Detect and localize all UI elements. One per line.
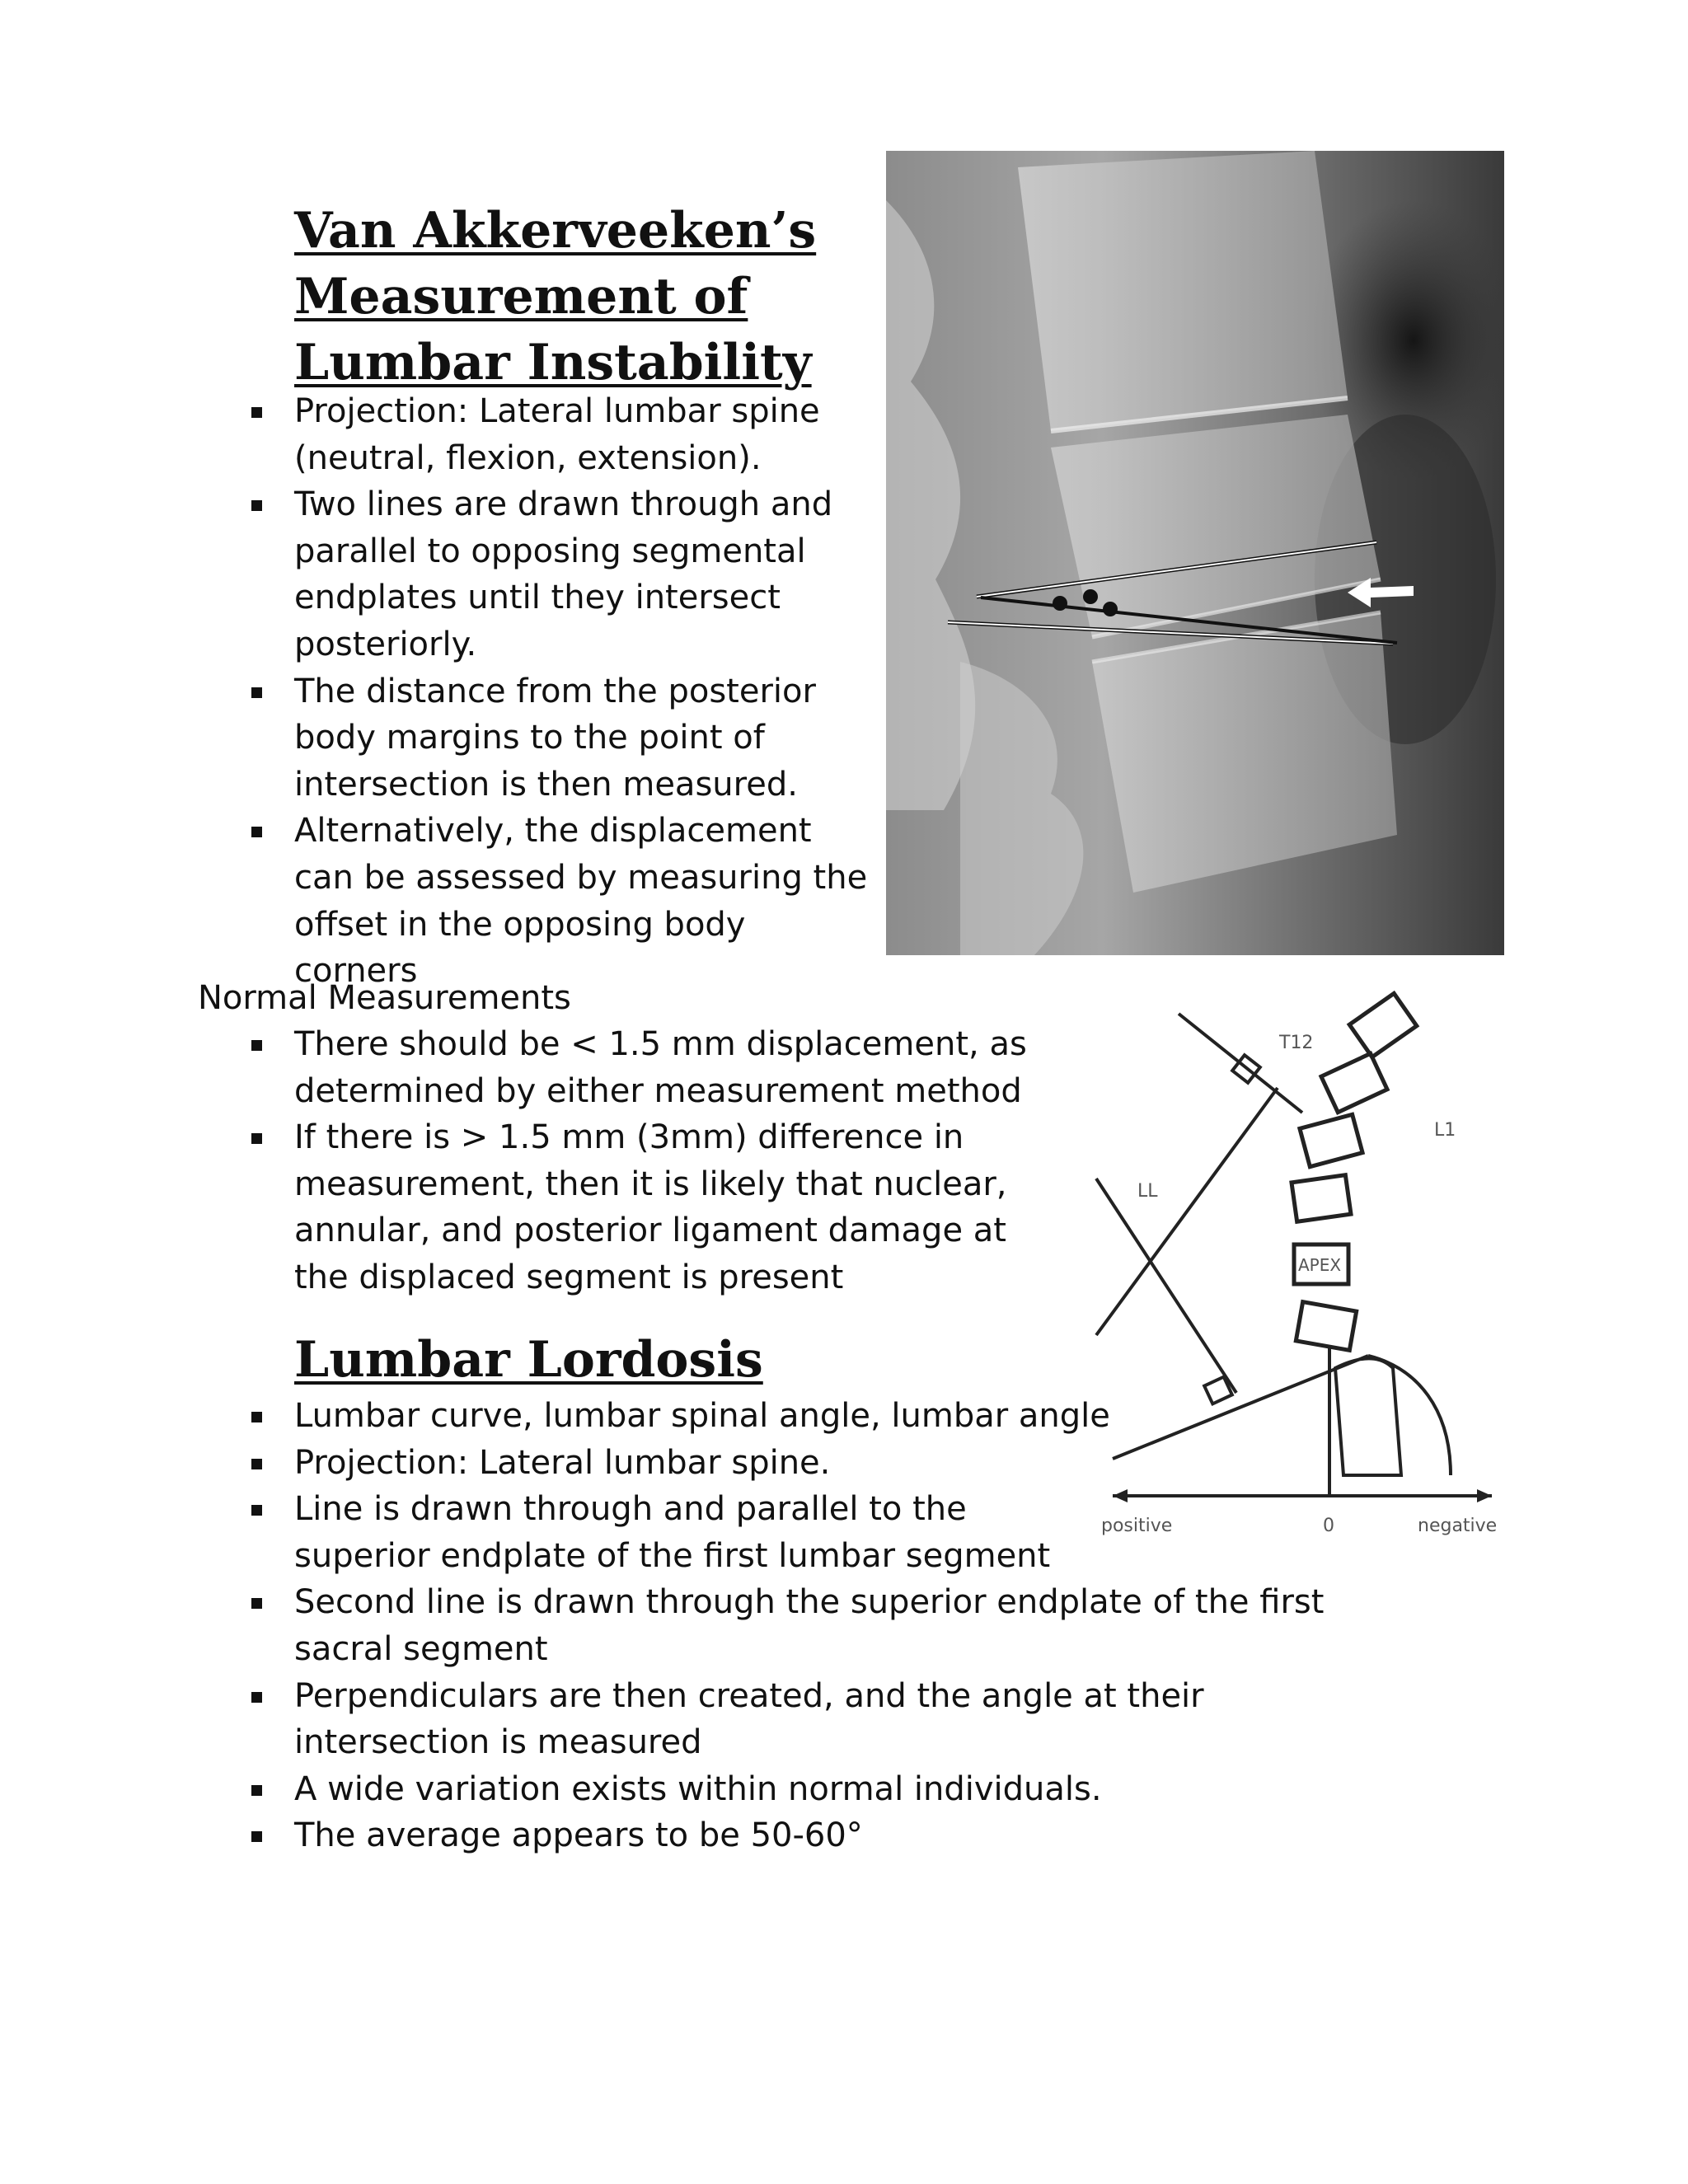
list-item: Second line is drawn through the superior endplate of the first sacral segment [294, 1579, 1390, 1672]
bullet-square-icon [251, 1831, 262, 1842]
normal-measurements-label: Normal Measurements [198, 979, 571, 1017]
list-item: Alternatively, the displacement can be assessed by measuring the offset in the opposing body corners [294, 808, 871, 994]
bullet-square-icon [251, 1692, 262, 1703]
title-line: Van Akkerveeken’s [294, 202, 817, 260]
list-item: The distance from the posterior body margins to the point of intersection is then measured. [294, 668, 871, 808]
title-line: Lumbar Instability [294, 334, 812, 391]
diagram-label-negative: negative [1418, 1516, 1498, 1536]
bullet-square-icon [251, 1459, 262, 1469]
list-item: There should be < 1.5 mm displacement, as determined by either measurement method [294, 1021, 1061, 1114]
normal-bullet-list [294, 1021, 1061, 1301]
bullet-square-icon [251, 827, 262, 837]
list-item: A wide variation exists within normal individuals. [294, 1766, 1390, 1813]
diagram-label-l1: L1 [1434, 1120, 1456, 1141]
diagram-label-apex: APEX [1298, 1255, 1342, 1275]
list-item: The average appears to be 50-60° [294, 1812, 1390, 1859]
bullet-square-icon [251, 1133, 262, 1144]
bullet-square-icon [251, 1040, 262, 1051]
bullet-square-icon [251, 687, 262, 698]
diagram-label-zero: 0 [1323, 1516, 1334, 1536]
lordosis-bullet-list [294, 1393, 1390, 1859]
list-item: Line is drawn through and parallel to the superior endplate of the first lumbar segment [294, 1486, 1085, 1579]
bullet-square-icon [251, 1785, 262, 1796]
diagram-label-ll: LL [1137, 1181, 1158, 1202]
section-title-lordosis: Lumbar Lordosis [294, 1331, 763, 1389]
bullet-square-icon [251, 500, 262, 511]
list-item: Lumbar curve, lumbar spinal angle, lumbar angle [294, 1393, 1390, 1440]
instability-bullet-list [294, 388, 871, 995]
diagram-label-t12: T12 [1279, 1033, 1314, 1053]
title-line: Measurement of [294, 268, 748, 326]
list-item: Projection: Lateral lumbar spine. [294, 1440, 1390, 1487]
bullet-square-icon [251, 1598, 262, 1609]
bullet-square-icon [251, 1505, 262, 1516]
section-title-instability [294, 198, 871, 396]
lateral-lumbar-xray-image [886, 151, 1504, 955]
list-item: Projection: Lateral lumbar spine (neutral, flexion, extension). [294, 388, 871, 481]
list-item: Two lines are drawn through and parallel to opposing segmental endplates until they intersect posteriorly. [294, 481, 871, 668]
bullet-square-icon [251, 407, 262, 418]
bullet-square-icon [251, 1412, 262, 1422]
list-item: Perpendiculars are then created, and the angle at their intersection is measured [294, 1673, 1390, 1766]
diagram-label-positive: positive [1101, 1516, 1173, 1536]
list-item: If there is > 1.5 mm (3mm) difference in measurement, then it is likely that nuclear, annular, and posterior ligament damage at the displaced segment is present [294, 1114, 1061, 1301]
